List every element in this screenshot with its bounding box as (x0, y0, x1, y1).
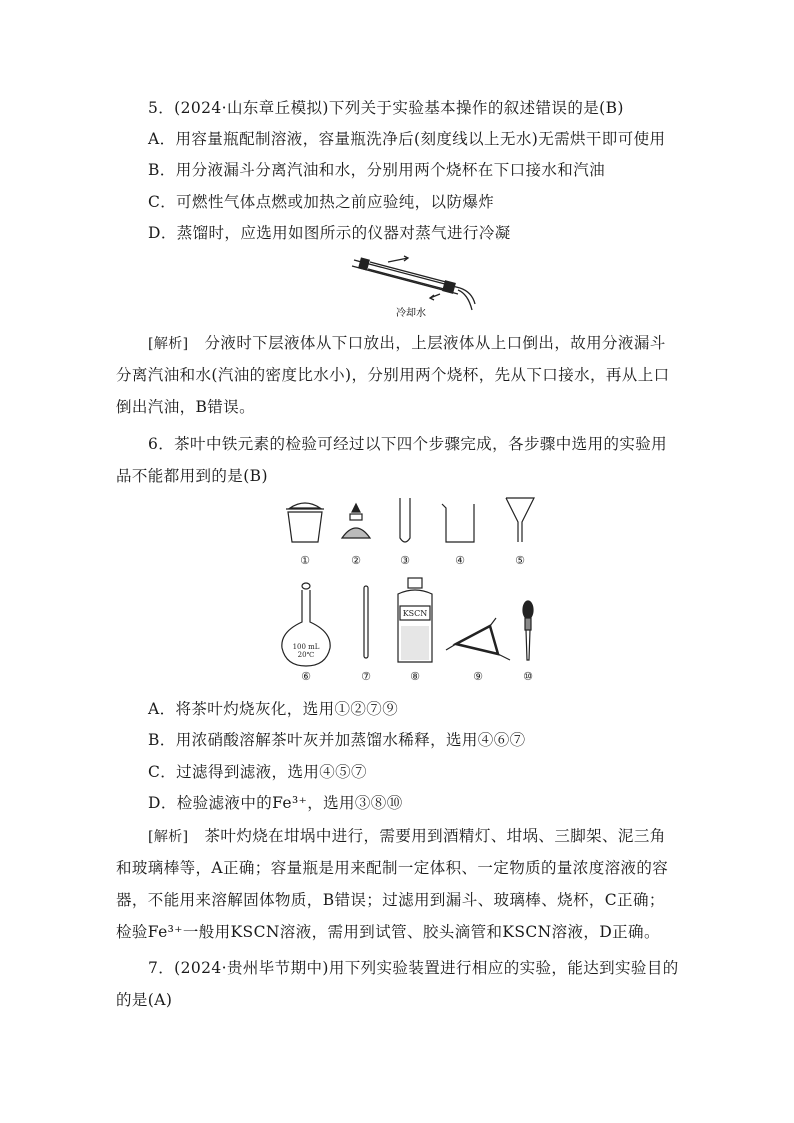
q5-option-d: D．蒸馏时，应选用如图所示的仪器对蒸气进行冷凝 (148, 224, 511, 242)
q6-analysis-text3: 器，不能用来溶解固体物质，B错误；过滤用到漏斗、玻璃棒、烧杯，C正确； (116, 891, 665, 909)
test-tube-icon (400, 498, 410, 542)
q6-analysis-tag: [解析] (148, 829, 189, 845)
clay-triangle-icon (446, 618, 510, 660)
q6-stem-line2: 品不能都用到的是(B) (116, 467, 268, 485)
reagent-bottle-icon (398, 578, 432, 662)
flask-volume-text: 100 mL (292, 643, 320, 651)
alcohol-lamp-icon (342, 504, 370, 538)
condenser-figure (348, 254, 478, 320)
q6-option-c: C．过滤得到滤液，选用④⑤⑦ (148, 763, 367, 781)
q6-option-b: B．用浓硝酸溶解茶叶灰并加蒸馏水稀释，选用④⑥⑦ (148, 731, 526, 749)
q6-analysis-text2: 和玻璃棒等，A正确；容量瓶是用来配制一定体积、一定物质的量浓度溶液的容 (116, 859, 669, 877)
q5-analysis-text3: 倒出汽油，B错误。 (116, 398, 255, 416)
q5-option-c: C．可燃性气体点燃或加热之前应验纯，以防爆炸 (148, 193, 495, 211)
q6-option-d: D．检验滤液中的Fe³⁺，选用③⑧⑩ (148, 794, 403, 812)
q6-analysis-text1: 茶叶灼烧在坩埚中进行，需要用到酒精灯、坩埚、三脚架、泥三角 (204, 827, 666, 845)
q6-stem-line1: 6．茶叶中铁元素的检验可经过以下四个步骤完成，各步骤中选用的实验用 (148, 435, 668, 453)
label-5: ⑤ (515, 554, 525, 567)
q5-option-b: B．用分液漏斗分离汽油和水，分别用两个烧杯在下口接水和汽油 (148, 161, 605, 179)
funnel-icon (506, 498, 534, 542)
q6-analysis-text4: 检验Fe³⁺一般用KSCN溶液，需用到试管、胶头滴管和KSCN溶液，D正确。 (116, 923, 660, 941)
label-2: ② (351, 554, 361, 567)
label-1: ① (300, 554, 310, 567)
label-7: ⑦ (361, 670, 371, 683)
dropper-icon (523, 601, 533, 660)
q5-stem: 5．(2024·山东章丘模拟)下列关于实验基本操作的叙述错误的是(B) (148, 99, 624, 117)
label-6: ⑥ (301, 670, 311, 683)
label-10: ⑩ (523, 670, 533, 683)
crucible-icon (286, 503, 324, 542)
beaker-icon (442, 504, 474, 542)
bottle-label-text: KSCN (402, 609, 428, 618)
label-3: ③ (400, 554, 410, 567)
label-8: ⑧ (410, 670, 420, 683)
q5-analysis-line1 (148, 331, 666, 353)
q5-option-a: A．用容量瓶配制溶液，容量瓶洗净后(刻度线以上无水)无需烘干即可使用 (148, 130, 666, 148)
condenser-label: 冷却水 (396, 308, 426, 319)
q7-stem-line1: 7．(2024·贵州毕节期中)用下列实验装置进行相应的实验，能达到实验目的 (148, 959, 679, 977)
flask-temp-text: 20℃ (297, 651, 315, 659)
q5-analysis-text2: 分离汽油和水(汽油的密度比水小)，分别用两个烧杯，先从下口接水，再从上口 (116, 366, 670, 384)
q6-analysis-line1 (148, 824, 666, 846)
label-9: ⑨ (473, 670, 483, 683)
glass-rod-icon (364, 586, 368, 658)
q5-analysis-tag: [解析] (148, 336, 189, 352)
q7-stem-line2: 的是(A) (116, 991, 173, 1009)
apparatus-figure (270, 494, 550, 684)
label-4: ④ (455, 554, 465, 567)
q5-analysis-text1: 分液时下层液体从下口放出，上层液体从上口倒出，故用分液漏斗 (204, 334, 666, 352)
q6-option-a: A．将茶叶灼烧灰化，选用①②⑦⑨ (148, 700, 399, 718)
